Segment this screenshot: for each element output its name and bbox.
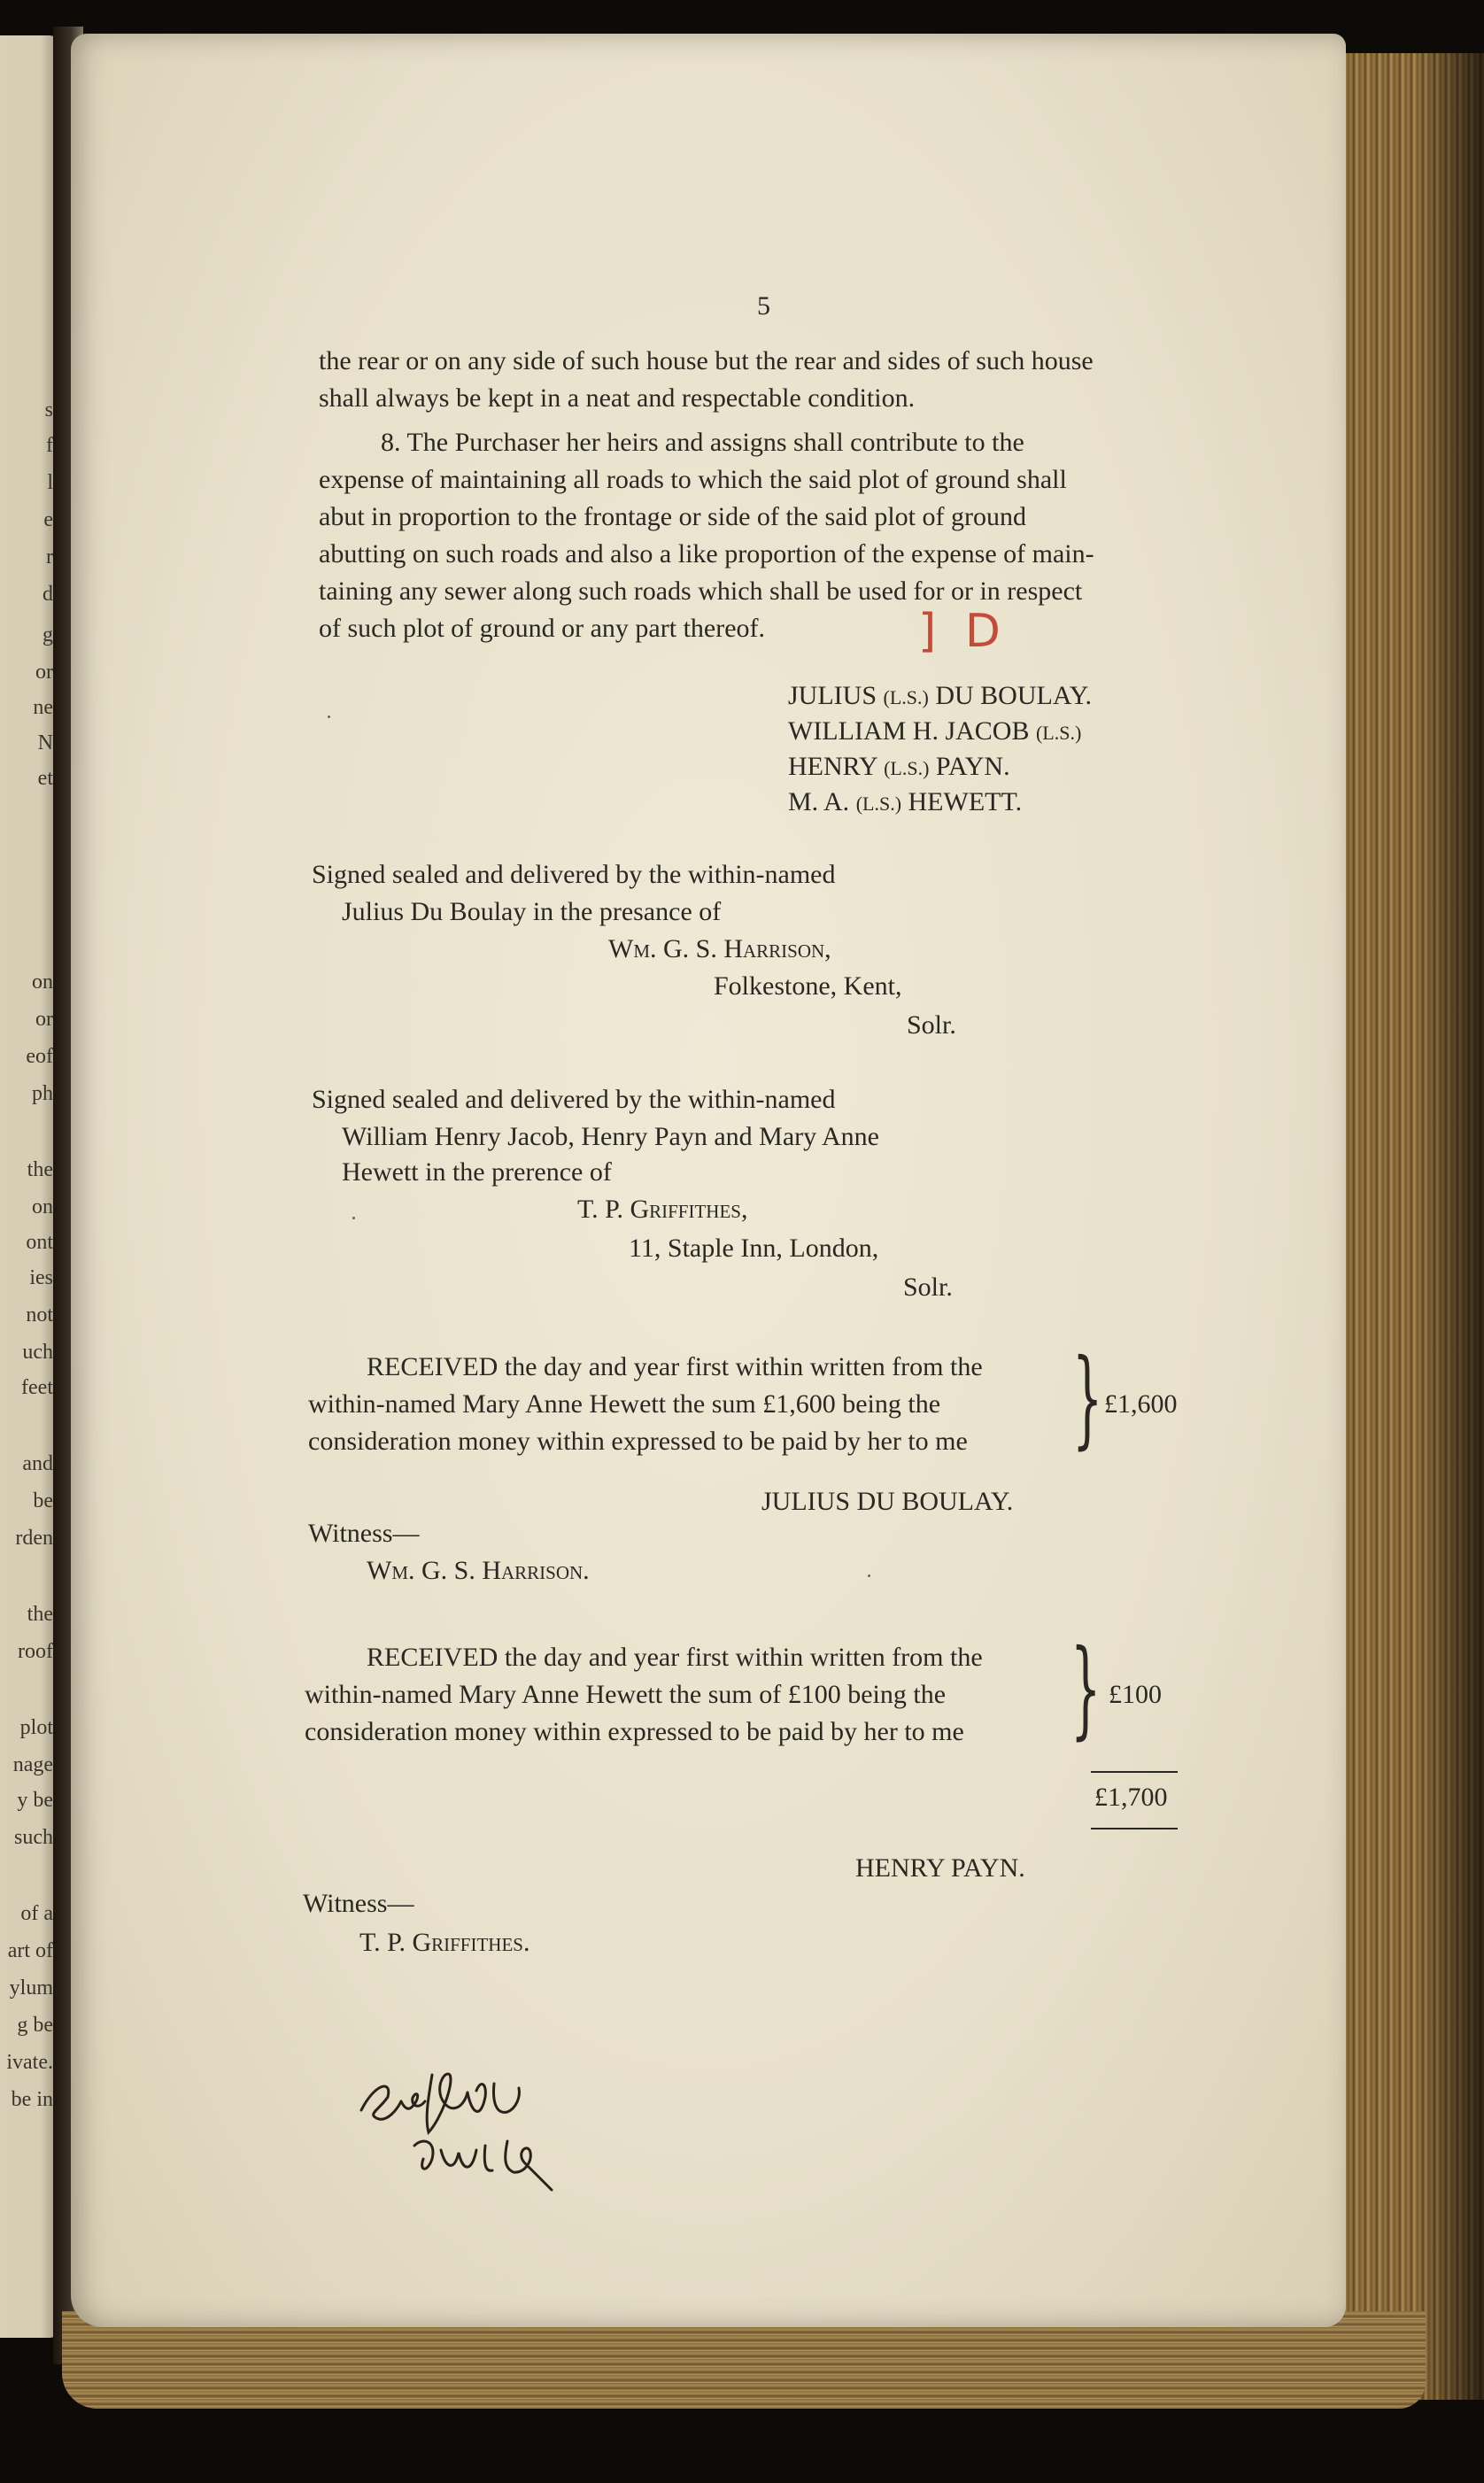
fragment: s <box>44 398 53 422</box>
fragment: r <box>46 545 53 569</box>
fragment: d <box>43 583 53 606</box>
fragment: art of <box>7 1939 53 1962</box>
receipt-signature: HENRY PAYN. <box>855 1853 1025 1883</box>
witness-name: T. P. Griffithes, <box>577 1195 748 1224</box>
body-line: taining any sewer along such roads which shall be used for or in respect <box>319 576 1083 606</box>
witness-place: 11, Staple Inn, London, <box>629 1234 879 1263</box>
receipt-amount: £1,600 <box>1104 1389 1178 1419</box>
attestation-line: Julius Du Boulay in the presance of <box>342 897 722 926</box>
fragment: ne <box>33 696 53 719</box>
page-number: 5 <box>757 291 770 321</box>
fragment: plot <box>19 1716 53 1739</box>
sig-name: HENRY <box>788 752 877 781</box>
ls-seal: (L.S.) <box>855 793 902 815</box>
red-annotation: ] D <box>918 605 1008 658</box>
receipt-line: within-named Mary Anne Hewett the sum £1,600 being the <box>308 1389 941 1419</box>
witness-name: T. P. Griffithes. <box>359 1928 530 1957</box>
fragment: of a <box>20 1902 53 1925</box>
receipt-line: consideration money within expressed to be paid by her to me <box>305 1717 964 1746</box>
sig-name: PAYN. <box>935 752 1010 781</box>
fragment: uch <box>22 1341 53 1364</box>
fragment: rden <box>15 1527 53 1550</box>
fragment: and <box>22 1452 53 1475</box>
body-line: abut in proportion to the frontage or side of the said plot of ground <box>319 502 1026 531</box>
previous-page-fragment <box>0 35 58 2338</box>
receipt-signature: JULIUS DU BOULAY. <box>761 1487 1014 1516</box>
receipt-line: within-named Mary Anne Hewett the sum of £100 being the <box>305 1680 947 1709</box>
witness-title: Solr. <box>907 1010 956 1040</box>
fragment: et <box>37 767 53 790</box>
fragment: roof <box>18 1640 53 1663</box>
sig-name: JULIUS <box>788 681 877 710</box>
attestation-line: Signed sealed and delivered by the within-named <box>312 1085 836 1114</box>
receipt-amount: £100 <box>1109 1680 1162 1709</box>
fragment: g be <box>17 2014 53 2037</box>
body-line: abutting on such roads and also a like proportion of the expense of main- <box>319 539 1094 569</box>
fragment: e <box>43 508 53 531</box>
document-page <box>71 34 1346 2327</box>
fragment: nage <box>12 1753 53 1776</box>
paper-speck <box>352 1217 355 1219</box>
witness-title: Solr. <box>903 1272 953 1302</box>
fragment: ph <box>32 1082 53 1105</box>
fragment: on <box>32 1195 53 1218</box>
ls-seal: (L.S.) <box>884 757 930 779</box>
attestation-line: Signed sealed and delivered by the within-named <box>312 860 836 889</box>
fragment: such <box>14 1826 53 1849</box>
fragment: ylum <box>9 1976 53 2000</box>
body-line: expense of maintaining all roads to which the said plot of ground shall <box>319 465 1067 494</box>
paper-speck <box>868 1574 870 1577</box>
witness-place: Folkestone, Kent, <box>714 971 902 1001</box>
receipt-total: £1,700 <box>1094 1783 1168 1812</box>
handwritten-signature <box>352 2048 565 2225</box>
fragment: not <box>26 1303 53 1327</box>
sig-name: DU BOULAY. <box>935 681 1093 710</box>
body-line: of such plot of ground or any part thereof. <box>319 614 766 643</box>
fragment: ies <box>29 1266 53 1289</box>
witness-label: Witness— <box>303 1889 414 1918</box>
witness-name: Wm. G. S. Harrison, <box>608 934 831 963</box>
receipt-line: RECEIVED the day and year first within written from the <box>367 1643 983 1672</box>
receipt-line: consideration money within expressed to be paid by her to me <box>308 1427 968 1456</box>
brace-icon: } <box>1070 1628 1101 1751</box>
attestation-line: Hewett in the prerence of <box>342 1157 612 1187</box>
receipt-line: RECEIVED the day and year first within written from the <box>367 1352 983 1381</box>
fragment: ont <box>26 1231 53 1254</box>
sig-name: HEWETT. <box>908 787 1023 816</box>
body-line: shall always be kept in a neat and respectable condition. <box>319 383 916 413</box>
attestation-line: William Henry Jacob, Henry Payn and Mary Anne <box>342 1122 879 1151</box>
witness-name: Wm. G. S. Harrison. <box>367 1556 590 1585</box>
fragment: ivate. <box>6 2051 53 2074</box>
sig-name: M. A. <box>788 787 850 816</box>
witness-label: Witness— <box>308 1519 420 1548</box>
signatory-william <box>788 716 1081 749</box>
fragment: or <box>35 661 53 684</box>
fragment: l <box>47 471 53 494</box>
sum-rule <box>1091 1771 1178 1773</box>
sum-rule <box>1091 1828 1178 1829</box>
signatory-henry <box>788 751 1010 785</box>
fragment: eof <box>26 1045 53 1068</box>
fragment: N <box>37 731 53 754</box>
ls-seal: (L.S.) <box>883 686 929 708</box>
signatory-hewett <box>788 786 1022 820</box>
fragment: the <box>27 1603 53 1626</box>
fragment: y be <box>17 1789 53 1812</box>
fragment: f <box>46 434 53 457</box>
fragment: be <box>33 1489 53 1512</box>
body-line: the rear or on any side of such house but the rear and sides of such house <box>319 346 1094 375</box>
fragment: the <box>27 1158 53 1181</box>
fragment: feet <box>21 1376 53 1399</box>
signatory-julius <box>788 680 1092 714</box>
fragment: on <box>32 971 53 994</box>
sig-name: WILLIAM H. JACOB <box>788 716 1030 746</box>
ls-seal: (L.S.) <box>1035 722 1082 744</box>
fragment: be in <box>11 2088 53 2111</box>
fragment: or <box>35 1008 53 1031</box>
page-stack-shadow <box>1417 53 1484 2400</box>
body-line: 8. The Purchaser her heirs and assigns shall contribute to the <box>381 428 1024 457</box>
paper-speck <box>328 716 330 718</box>
brace-icon: } <box>1071 1337 1103 1460</box>
fragment: g <box>43 623 53 646</box>
